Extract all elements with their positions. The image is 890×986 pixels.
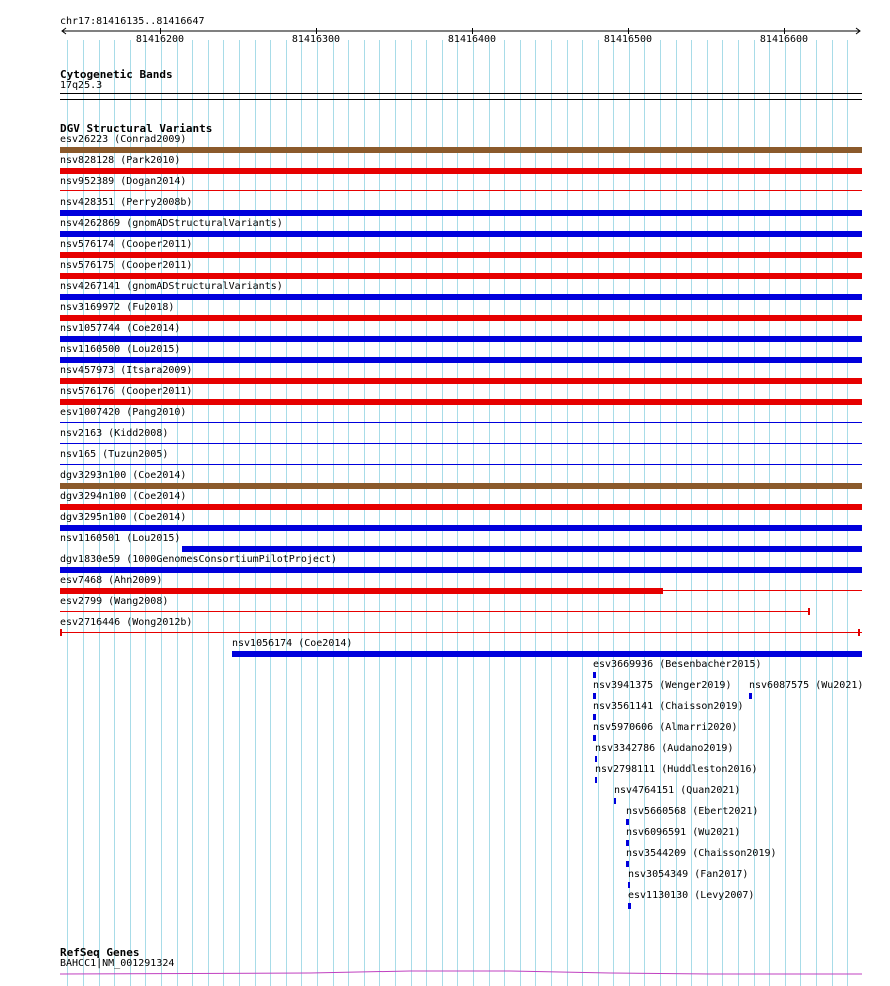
variant-bar[interactable] — [60, 464, 862, 465]
variant-label[interactable]: esv7468 (Ahn2009) — [60, 575, 163, 586]
variant-bar[interactable] — [60, 525, 862, 531]
variant-bar[interactable] — [60, 190, 862, 191]
variant-label[interactable]: dgv1830e59 (1000GenomesConsortiumPilotProject) — [60, 554, 337, 565]
variant-label[interactable]: dgv3295n100 (Coe2014) — [60, 512, 187, 523]
cytoband-bar[interactable] — [60, 93, 862, 94]
variant-bar[interactable] — [626, 861, 629, 867]
dgv-track-title: DGV Structural Variants — [60, 122, 213, 135]
variant-label[interactable]: esv2716446 (Wong2012b) — [60, 617, 193, 628]
variant-bar[interactable] — [593, 714, 596, 720]
variant-label[interactable]: nsv6096591 (Wu2021) — [626, 827, 741, 838]
variant-bar[interactable] — [60, 504, 862, 510]
gene-label[interactable]: BAHCC1|NM_001291324 — [60, 958, 175, 969]
variant-label[interactable]: nsv2163 (Kidd2008) — [60, 428, 169, 439]
variant-bar[interactable] — [60, 252, 862, 258]
variant-bar[interactable] — [628, 882, 630, 888]
cytoband-track-title: Cytogenetic Bands — [60, 68, 173, 81]
variant-bar[interactable] — [60, 147, 862, 153]
variant-bar-end — [808, 608, 810, 615]
variant-label[interactable]: esv2799 (Wang2008) — [60, 596, 169, 607]
region-label: chr17:81416135..81416647 — [60, 16, 205, 27]
variant-bar[interactable] — [60, 443, 862, 444]
variant-bar[interactable] — [60, 399, 862, 405]
variant-label[interactable]: nsv4764151 (Quan2021) — [614, 785, 741, 796]
variant-bar[interactable] — [595, 756, 597, 762]
variant-bar[interactable] — [60, 210, 862, 216]
refseq-track-title: RefSeq Genes — [60, 946, 140, 959]
ruler-tick-label: 81416400 — [447, 34, 497, 45]
variant-label[interactable]: nsv457973 (Itsara2009) — [60, 365, 193, 376]
ruler-tick-label: 81416500 — [603, 34, 653, 45]
variant-label[interactable]: nsv3054349 (Fan2017) — [628, 869, 749, 880]
variant-bar-end — [858, 629, 860, 636]
variant-bar[interactable] — [60, 588, 663, 594]
variant-bar[interactable] — [232, 651, 862, 657]
variant-bar[interactable] — [60, 231, 862, 237]
variant-bar[interactable] — [60, 611, 810, 612]
variant-label[interactable]: esv1007420 (Pang2010) — [60, 407, 187, 418]
variant-bar[interactable] — [60, 378, 862, 384]
variant-bar[interactable] — [60, 483, 862, 489]
variant-label[interactable]: nsv165 (Tuzun2005) — [60, 449, 169, 460]
variant-bar[interactable] — [595, 777, 597, 783]
variant-label[interactable]: nsv828128 (Park2010) — [60, 155, 181, 166]
variant-bar[interactable] — [60, 357, 862, 363]
variant-label[interactable]: nsv4262869 (gnomADStructuralVariants) — [60, 218, 283, 229]
variant-label[interactable]: esv3669936 (Besenbacher2015) — [593, 659, 762, 670]
variant-label[interactable]: dgv3293n100 (Coe2014) — [60, 470, 187, 481]
variant-label[interactable]: nsv1160500 (Lou2015) — [60, 344, 181, 355]
variant-bar[interactable] — [60, 168, 862, 174]
variant-bar[interactable] — [60, 567, 862, 573]
variant-bar[interactable] — [60, 315, 862, 321]
variant-bar[interactable] — [60, 422, 862, 423]
variant-label[interactable]: nsv428351 (Perry2008b) — [60, 197, 193, 208]
variant-bar[interactable] — [614, 798, 616, 804]
variant-label[interactable]: nsv1160501 (Lou2015) — [60, 533, 181, 544]
variant-bar-thin[interactable] — [663, 590, 862, 591]
variant-bar[interactable] — [60, 336, 862, 342]
variant-bar[interactable] — [626, 819, 629, 825]
variant-label[interactable]: nsv2798111 (Huddleston2016) — [595, 764, 758, 775]
variant-bar[interactable] — [182, 546, 862, 552]
variant-label[interactable]: nsv5660568 (Ebert2021) — [626, 806, 759, 817]
variant-label[interactable]: nsv3342786 (Audano2019) — [595, 743, 734, 754]
variant-label[interactable]: esv26223 (Conrad2009) — [60, 134, 187, 145]
variant-label[interactable]: nsv576174 (Cooper2011) — [60, 239, 193, 250]
variant-bar[interactable] — [60, 294, 862, 300]
ruler-tick-label: 81416300 — [291, 34, 341, 45]
track-divider — [60, 99, 862, 100]
variant-bar[interactable] — [626, 840, 629, 846]
variant-label[interactable]: nsv1056174 (Coe2014) — [232, 638, 353, 649]
variant-bar-end — [60, 629, 62, 636]
variant-bar[interactable] — [628, 903, 631, 909]
variant-label[interactable]: nsv3544209 (Chaisson2019) — [626, 848, 777, 859]
variant-label[interactable]: esv1130130 (Levy2007) — [628, 890, 755, 901]
variant-bar[interactable] — [60, 632, 862, 633]
variant-bar[interactable] — [593, 672, 596, 678]
variant-label[interactable]: nsv6087575 (Wu2021) — [749, 680, 864, 691]
variant-label[interactable]: nsv1057744 (Coe2014) — [60, 323, 181, 334]
variant-label[interactable]: nsv3941375 (Wenger2019) — [593, 680, 732, 691]
variant-label[interactable]: nsv952389 (Dogan2014) — [60, 176, 187, 187]
variant-bar[interactable] — [593, 693, 596, 699]
ruler-tick-label: 81416200 — [135, 34, 185, 45]
variant-label[interactable]: dgv3294n100 (Coe2014) — [60, 491, 187, 502]
cytoband-label[interactable]: 17q25.3 — [60, 80, 103, 91]
variant-label[interactable]: nsv5970606 (Almarri2020) — [593, 722, 738, 733]
ruler-tick-label: 81416600 — [759, 34, 809, 45]
variant-bar[interactable] — [749, 693, 752, 699]
variant-label[interactable]: nsv576176 (Cooper2011) — [60, 386, 193, 397]
ruler-scale[interactable] — [0, 24, 890, 40]
variant-label[interactable]: nsv3169972 (Fu2018) — [60, 302, 175, 313]
variant-bar[interactable] — [60, 273, 862, 279]
variant-label[interactable]: nsv576175 (Cooper2011) — [60, 260, 193, 271]
variant-bar[interactable] — [593, 735, 596, 741]
variant-label[interactable]: nsv4267141 (gnomADStructuralVariants) — [60, 281, 283, 292]
variant-label[interactable]: nsv3561141 (Chaisson2019) — [593, 701, 744, 712]
